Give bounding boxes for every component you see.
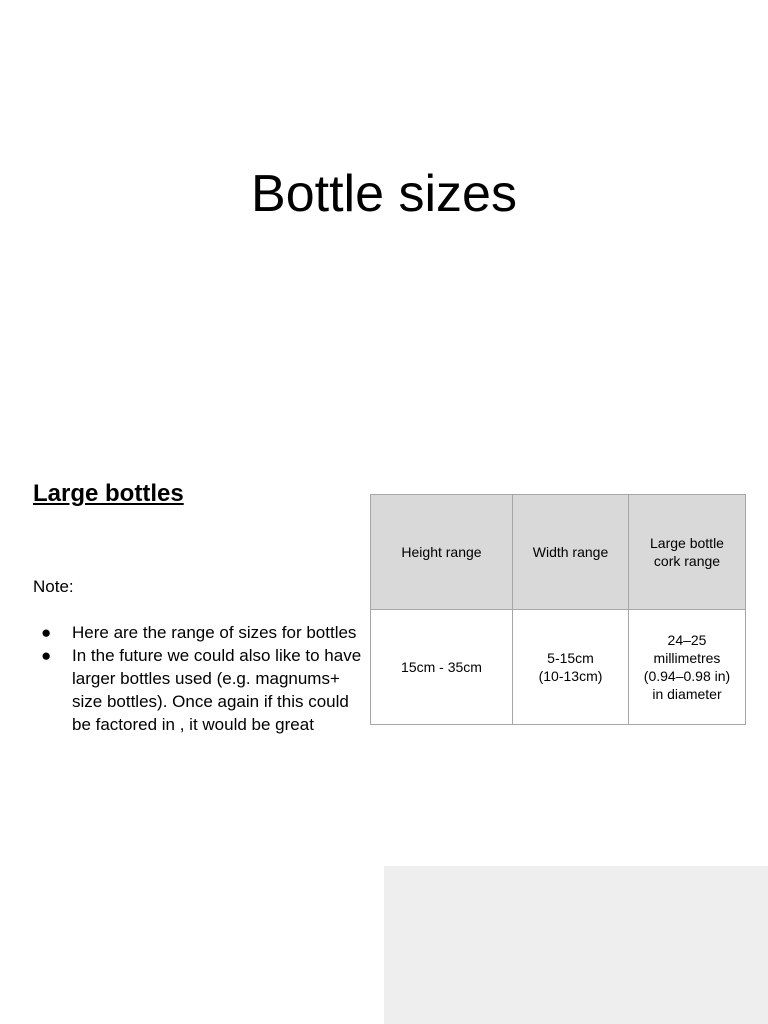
bullet-text: Here are the range of sizes for bottles [72, 623, 357, 642]
cork-range-mm: 24–25 [667, 632, 707, 648]
list-item [33, 644, 363, 736]
bullet-icon: ● [41, 623, 52, 642]
header-cork-range: Large bottle cork range [629, 495, 746, 610]
bullet-icon: ● [41, 646, 52, 665]
list-item [33, 621, 363, 644]
page-title: Bottle sizes [251, 165, 517, 223]
cell-height-range: 15cm - 35cm [371, 610, 513, 725]
cell-width-range [513, 610, 629, 725]
table-header-row [371, 495, 746, 610]
table-row [371, 610, 746, 725]
cork-range-note: in diameter [652, 686, 722, 702]
width-range-primary: 5-15cm [547, 650, 594, 666]
bottle-size-table [370, 494, 746, 725]
note-label: Note: [33, 577, 74, 596]
bullet-text: In the future we could also like to have larger bottles used (e.g. magnums+ size bottles). Once again if this could be factored in , it would be great [72, 646, 362, 734]
section-heading: Large bottles [33, 480, 184, 507]
width-range-typical: (10-13cm) [538, 668, 603, 684]
gray-panel [384, 866, 768, 1024]
cork-range-inches: (0.94–0.98 in) [643, 668, 731, 684]
header-height-range: Height range [371, 495, 513, 610]
cell-cork-range [629, 610, 746, 725]
note-bullet-list [33, 621, 363, 736]
cork-range-unit: millimetres [653, 650, 721, 666]
header-width-range: Width range [513, 495, 629, 610]
